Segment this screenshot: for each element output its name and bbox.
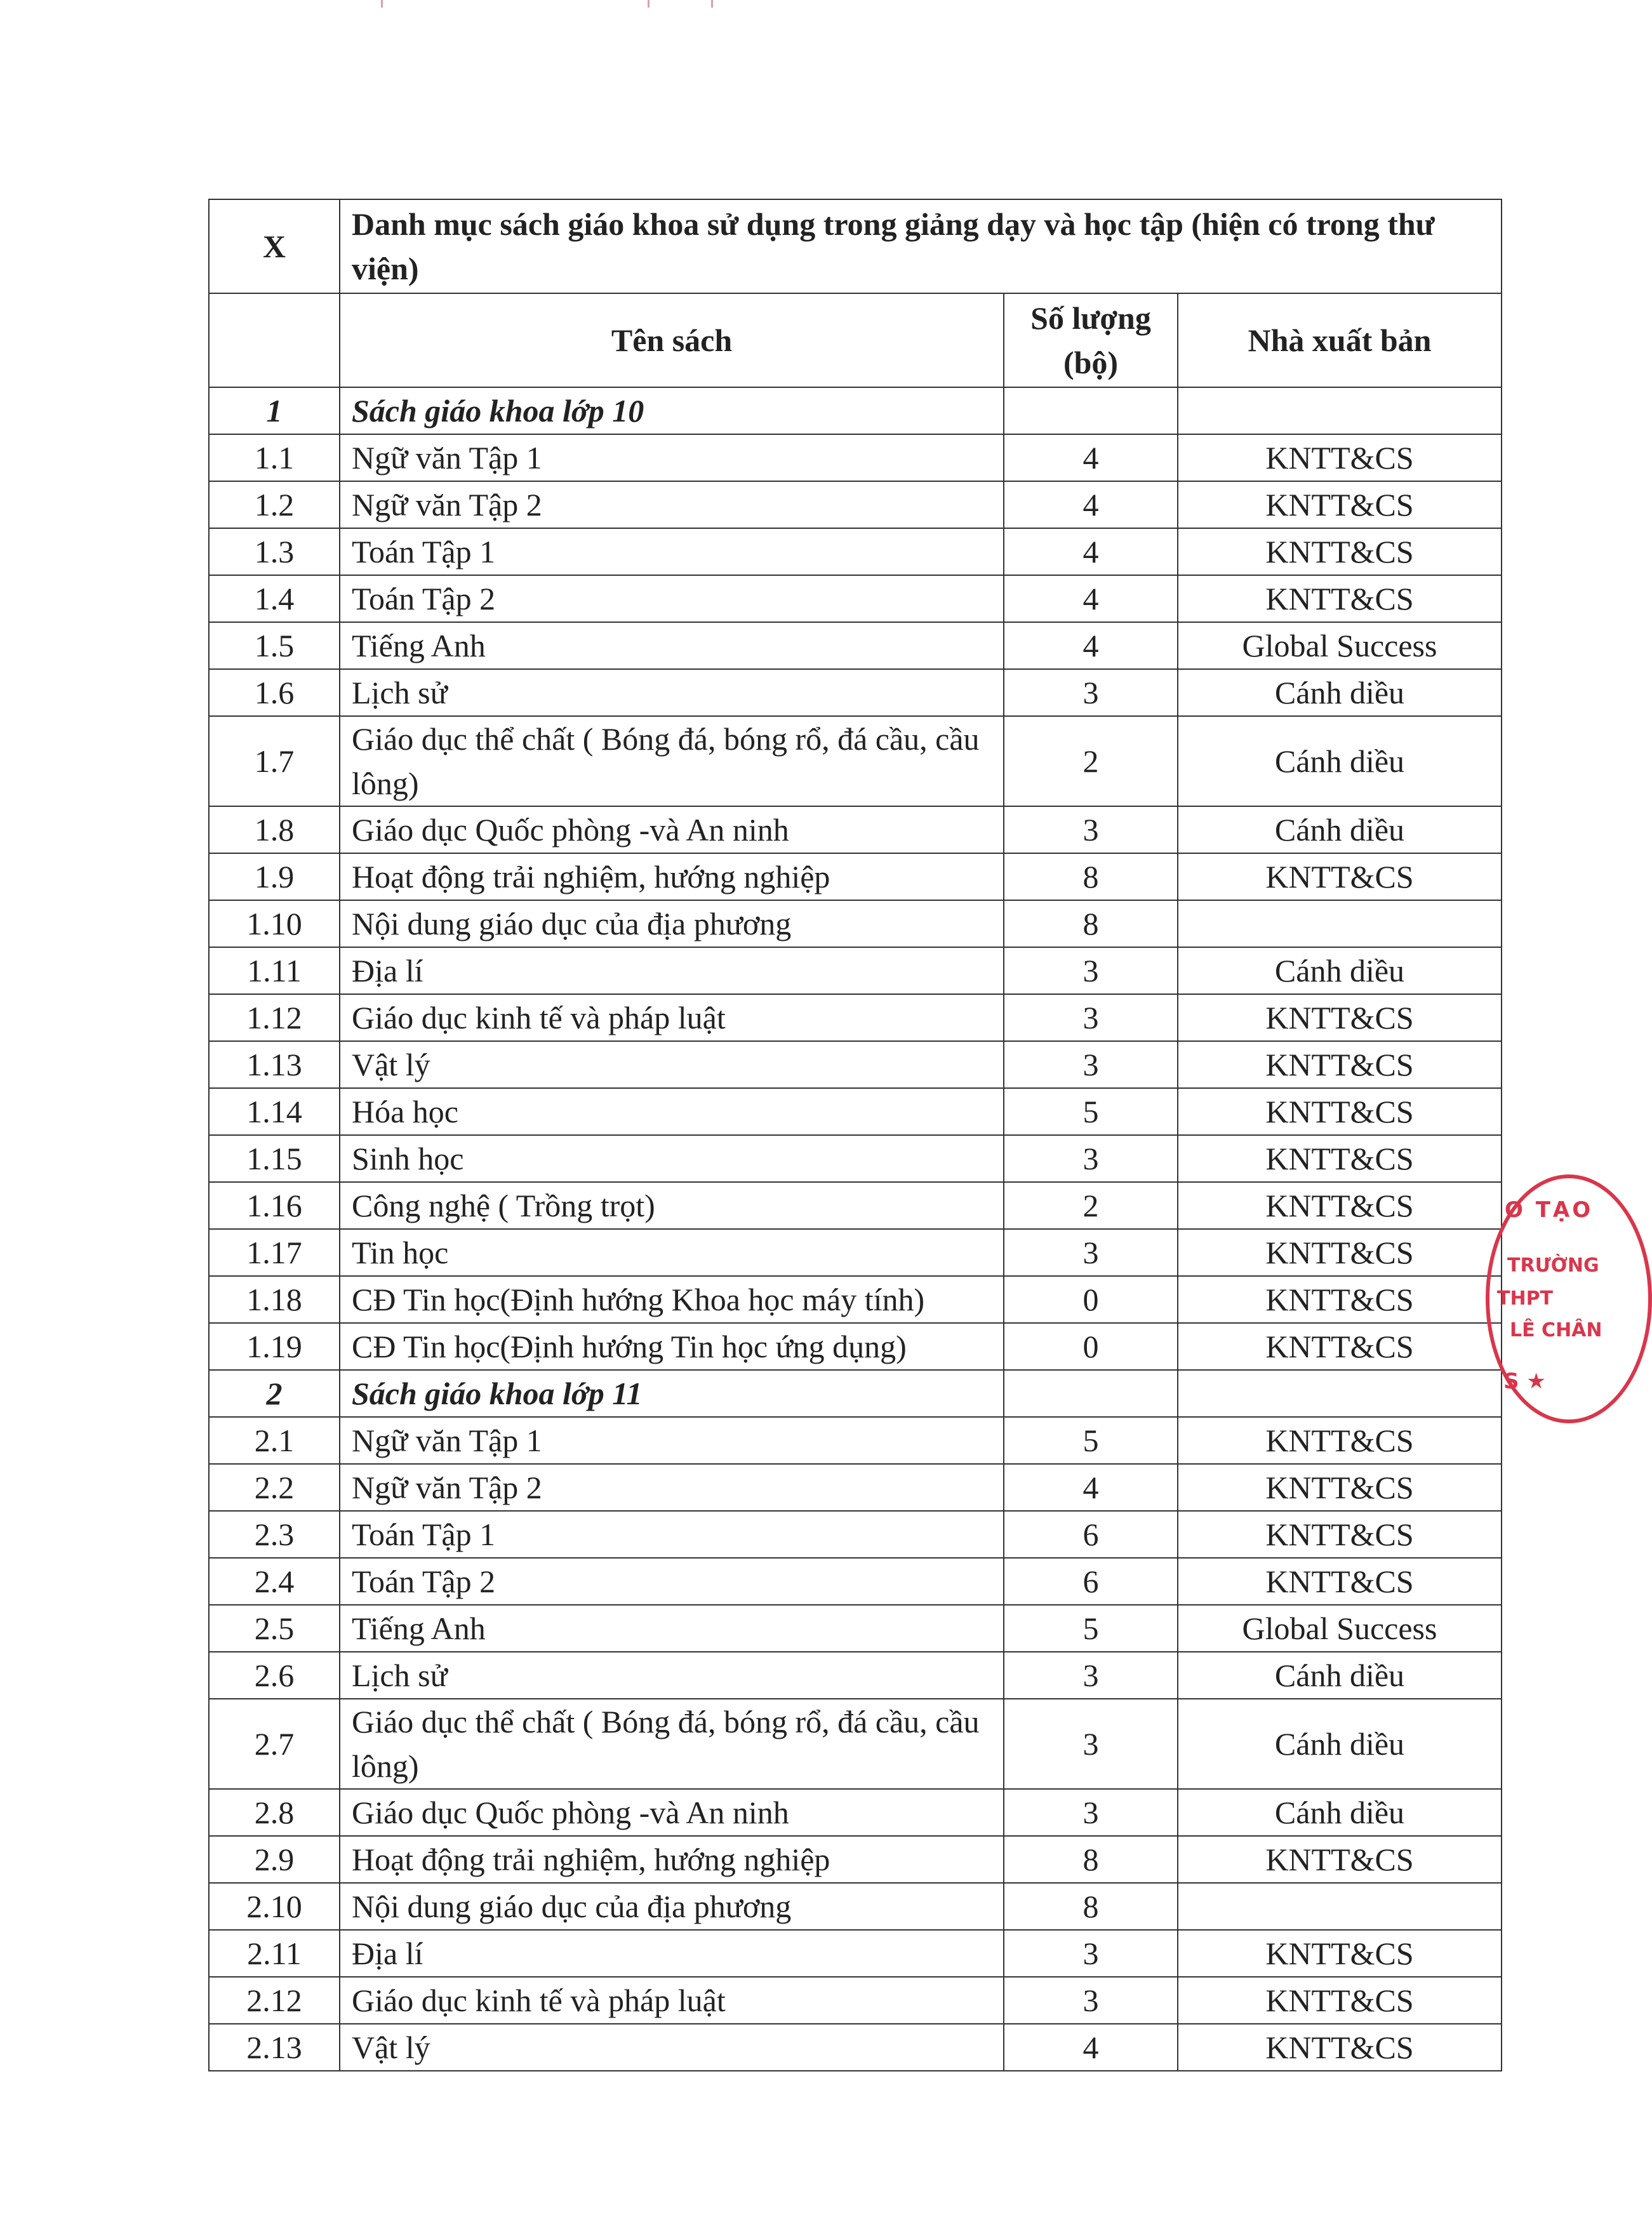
book-quantity: 4 — [1004, 434, 1178, 481]
book-number: 2.11 — [209, 1930, 340, 1977]
book-row — [209, 1088, 1502, 1135]
book-quantity: 3 — [1004, 1789, 1178, 1836]
book-number: 1.19 — [209, 1323, 340, 1370]
book-name: Lịch sử — [340, 669, 1004, 716]
section-no: 1 — [209, 387, 340, 434]
book-number: 1.17 — [209, 1229, 340, 1276]
book-row — [209, 1977, 1502, 2024]
book-row — [209, 1511, 1502, 1558]
section-title-cell: Sách giáo khoa lớp 10 — [340, 387, 1004, 434]
book-quantity: 3 — [1004, 1977, 1178, 2024]
book-number: 1.1 — [209, 434, 340, 481]
book-row — [209, 1276, 1502, 1323]
book-row — [209, 1836, 1502, 1883]
book-row — [209, 716, 1502, 806]
book-row — [209, 1558, 1502, 1605]
book-publisher: KNTT&CS — [1178, 1836, 1502, 1883]
book-quantity: 3 — [1004, 1041, 1178, 1088]
book-quantity: 3 — [1004, 669, 1178, 716]
empty-cell — [1004, 1370, 1178, 1417]
book-number: 2.7 — [209, 1699, 340, 1789]
section-title-cell: Sách giáo khoa lớp 11 — [340, 1370, 1004, 1417]
book-publisher: KNTT&CS — [1178, 1135, 1502, 1182]
book-quantity: 0 — [1004, 1276, 1178, 1323]
book-quantity: 4 — [1004, 622, 1178, 669]
book-publisher: KNTT&CS — [1178, 994, 1502, 1041]
book-row — [209, 622, 1502, 669]
book-quantity: 3 — [1004, 1229, 1178, 1276]
book-row — [209, 853, 1502, 900]
book-publisher: KNTT&CS — [1178, 853, 1502, 900]
book-name: Ngữ văn Tập 2 — [340, 481, 1004, 528]
book-quantity: 8 — [1004, 900, 1178, 947]
book-row — [209, 434, 1502, 481]
book-publisher: KNTT&CS — [1178, 1511, 1502, 1558]
book-name: Vật lý — [340, 1041, 1004, 1088]
book-publisher: KNTT&CS — [1178, 1041, 1502, 1088]
book-quantity: 2 — [1004, 716, 1178, 806]
book-name: Địa lí — [340, 1930, 1004, 1977]
book-publisher: Cánh diều — [1178, 1652, 1502, 1699]
section-row — [209, 1370, 1502, 1417]
book-number: 1.18 — [209, 1276, 340, 1323]
book-name: Toán Tập 2 — [340, 575, 1004, 622]
book-publisher: KNTT&CS — [1178, 1417, 1502, 1464]
book-publisher: Global Success — [1178, 622, 1502, 669]
book-name: Giáo dục kinh tế và pháp luật — [340, 1977, 1004, 2024]
book-quantity: 2 — [1004, 1182, 1178, 1229]
book-name: CĐ Tin học(Định hướng Khoa học máy tính) — [340, 1276, 1004, 1323]
book-name: Toán Tập 1 — [340, 1511, 1004, 1558]
book-publisher: Cánh diều — [1178, 947, 1502, 994]
book-row — [209, 1323, 1502, 1370]
book-name: Giáo dục kinh tế và pháp luật — [340, 994, 1004, 1041]
book-name: Toán Tập 1 — [340, 528, 1004, 575]
textbook-table — [208, 199, 1502, 2071]
book-row — [209, 1605, 1502, 1652]
book-row — [209, 994, 1502, 1041]
book-row — [209, 1182, 1502, 1229]
book-quantity: 4 — [1004, 1464, 1178, 1511]
book-name: Giáo dục thể chất ( Bóng đá, bóng rổ, đá cầu, cầu lông) — [340, 1699, 1004, 1789]
book-quantity: 5 — [1004, 1605, 1178, 1652]
book-publisher: Cánh diều — [1178, 669, 1502, 716]
book-row — [209, 1699, 1502, 1789]
column-header-row — [209, 293, 1502, 387]
book-number: 2.5 — [209, 1605, 340, 1652]
section-no: 2 — [209, 1370, 340, 1417]
book-publisher: KNTT&CS — [1178, 1088, 1502, 1135]
book-name: Địa lí — [340, 947, 1004, 994]
book-name: Ngữ văn Tập 2 — [340, 1464, 1004, 1511]
book-name: Giáo dục thể chất ( Bóng đá, bóng rổ, đá cầu, cầu lông) — [340, 716, 1004, 806]
book-quantity: 6 — [1004, 1511, 1178, 1558]
book-quantity: 3 — [1004, 994, 1178, 1041]
column-header-qty: Số lượng (bộ) — [1004, 293, 1178, 387]
section-title: Danh mục sách giáo khoa sử dụng trong giảng dạy và học tập (hiện có trong thư viện) — [340, 199, 1502, 293]
book-row — [209, 669, 1502, 716]
book-name: Giáo dục Quốc phòng -và An ninh — [340, 1789, 1004, 1836]
book-number: 1.11 — [209, 947, 340, 994]
book-number: 2.12 — [209, 1977, 340, 2024]
book-publisher: KNTT&CS — [1178, 1182, 1502, 1229]
school-seal — [1486, 1174, 1652, 1423]
book-publisher: Global Success — [1178, 1605, 1502, 1652]
book-quantity: 3 — [1004, 1652, 1178, 1699]
book-number: 2.3 — [209, 1511, 340, 1558]
book-number: 1.7 — [209, 716, 340, 806]
book-quantity: 8 — [1004, 1836, 1178, 1883]
book-publisher: KNTT&CS — [1178, 1558, 1502, 1605]
book-publisher: KNTT&CS — [1178, 481, 1502, 528]
book-publisher: Cánh diều — [1178, 1789, 1502, 1836]
book-name: Nội dung giáo dục của địa phương — [340, 1883, 1004, 1930]
book-row — [209, 1417, 1502, 1464]
book-name: Nội dung giáo dục của địa phương — [340, 900, 1004, 947]
section-row — [209, 387, 1502, 434]
book-publisher: KNTT&CS — [1178, 2024, 1502, 2071]
book-publisher: KNTT&CS — [1178, 1323, 1502, 1370]
book-name: Hóa học — [340, 1088, 1004, 1135]
scan-marks — [381, 0, 736, 9]
book-publisher: KNTT&CS — [1178, 528, 1502, 575]
book-row — [209, 1930, 1502, 1977]
book-quantity: 4 — [1004, 575, 1178, 622]
book-row — [209, 806, 1502, 853]
book-row — [209, 1652, 1502, 1699]
book-number: 2.2 — [209, 1464, 340, 1511]
book-name: Ngữ văn Tập 1 — [340, 1417, 1004, 1464]
seal-text-line3: LÊ CHÂN — [1510, 1319, 1602, 1341]
book-row — [209, 947, 1502, 994]
book-quantity: 4 — [1004, 2024, 1178, 2071]
seal-text-line1: TRƯỜNG — [1507, 1254, 1599, 1277]
book-quantity: 8 — [1004, 1883, 1178, 1930]
book-name: Tin học — [340, 1229, 1004, 1276]
book-name: Hoạt động trải nghiệm, hướng nghiệp — [340, 853, 1004, 900]
book-row — [209, 1229, 1502, 1276]
book-publisher — [1178, 1883, 1502, 1930]
book-quantity: 0 — [1004, 1323, 1178, 1370]
book-quantity: 3 — [1004, 1135, 1178, 1182]
column-header-publisher: Nhà xuất bản — [1178, 293, 1502, 387]
book-publisher: KNTT&CS — [1178, 1229, 1502, 1276]
book-name: Hoạt động trải nghiệm, hướng nghiệp — [340, 1836, 1004, 1883]
book-row — [209, 1135, 1502, 1182]
book-row — [209, 1464, 1502, 1511]
book-quantity: 4 — [1004, 528, 1178, 575]
book-publisher: KNTT&CS — [1178, 1930, 1502, 1977]
book-number: 1.4 — [209, 575, 340, 622]
book-quantity: 4 — [1004, 481, 1178, 528]
book-number: 2.8 — [209, 1789, 340, 1836]
book-number: 1.3 — [209, 528, 340, 575]
book-number: 2.1 — [209, 1417, 340, 1464]
book-name: Tiếng Anh — [340, 1605, 1004, 1652]
book-row — [209, 1883, 1502, 1930]
book-quantity: 6 — [1004, 1558, 1178, 1605]
book-name: Lịch sử — [340, 1652, 1004, 1699]
book-row — [209, 481, 1502, 528]
book-row — [209, 528, 1502, 575]
book-number: 1.16 — [209, 1182, 340, 1229]
book-quantity: 8 — [1004, 853, 1178, 900]
book-number: 1.13 — [209, 1041, 340, 1088]
book-row — [209, 1041, 1502, 1088]
book-publisher: Cánh diều — [1178, 1699, 1502, 1789]
book-number: 1.2 — [209, 481, 340, 528]
book-number: 1.14 — [209, 1088, 340, 1135]
book-number: 1.12 — [209, 994, 340, 1041]
book-number: 1.8 — [209, 806, 340, 853]
book-name: Giáo dục Quốc phòng -và An ninh — [340, 806, 1004, 853]
seal-text-top: O TẠO — [1505, 1197, 1594, 1223]
book-name: Vật lý — [340, 2024, 1004, 2071]
book-quantity: 5 — [1004, 1417, 1178, 1464]
book-number: 1.6 — [209, 669, 340, 716]
book-publisher: KNTT&CS — [1178, 575, 1502, 622]
book-publisher: KNTT&CS — [1178, 434, 1502, 481]
empty-cell — [1178, 387, 1502, 434]
book-publisher: Cánh diều — [1178, 806, 1502, 853]
book-name: Toán Tập 2 — [340, 1558, 1004, 1605]
book-publisher: KNTT&CS — [1178, 1977, 1502, 2024]
book-publisher: KNTT&CS — [1178, 1464, 1502, 1511]
book-number: 2.13 — [209, 2024, 340, 2071]
book-quantity: 3 — [1004, 1699, 1178, 1789]
book-name: CĐ Tin học(Định hướng Tin học ứng dụng) — [340, 1323, 1004, 1370]
book-number: 2.9 — [209, 1836, 340, 1883]
book-number: 1.9 — [209, 853, 340, 900]
book-number: 2.10 — [209, 1883, 340, 1930]
empty-cell — [1004, 387, 1178, 434]
book-number: 1.10 — [209, 900, 340, 947]
book-name: Sinh học — [340, 1135, 1004, 1182]
book-number: 2.4 — [209, 1558, 340, 1605]
book-row — [209, 900, 1502, 947]
book-quantity: 3 — [1004, 1930, 1178, 1977]
book-row — [209, 575, 1502, 622]
book-name: Công nghệ ( Trồng trọt) — [340, 1182, 1004, 1229]
book-number: 2.6 — [209, 1652, 340, 1699]
header-blank — [209, 293, 340, 387]
book-quantity: 3 — [1004, 806, 1178, 853]
column-header-name: Tên sách — [340, 293, 1004, 387]
book-row — [209, 1789, 1502, 1836]
book-quantity: 5 — [1004, 1088, 1178, 1135]
book-publisher: Cánh diều — [1178, 716, 1502, 806]
book-row — [209, 2024, 1502, 2071]
book-name: Tiếng Anh — [340, 622, 1004, 669]
empty-cell — [1178, 1370, 1502, 1417]
book-publisher: KNTT&CS — [1178, 1276, 1502, 1323]
book-number: 1.5 — [209, 622, 340, 669]
section-number: X — [209, 199, 340, 293]
book-name: Ngữ văn Tập 1 — [340, 434, 1004, 481]
seal-text-bottom: S ★ — [1503, 1369, 1546, 1394]
book-number: 1.15 — [209, 1135, 340, 1182]
seal-text-line2: THPT — [1497, 1287, 1554, 1310]
book-publisher — [1178, 900, 1502, 947]
book-quantity: 3 — [1004, 947, 1178, 994]
section-header-row — [209, 199, 1502, 293]
